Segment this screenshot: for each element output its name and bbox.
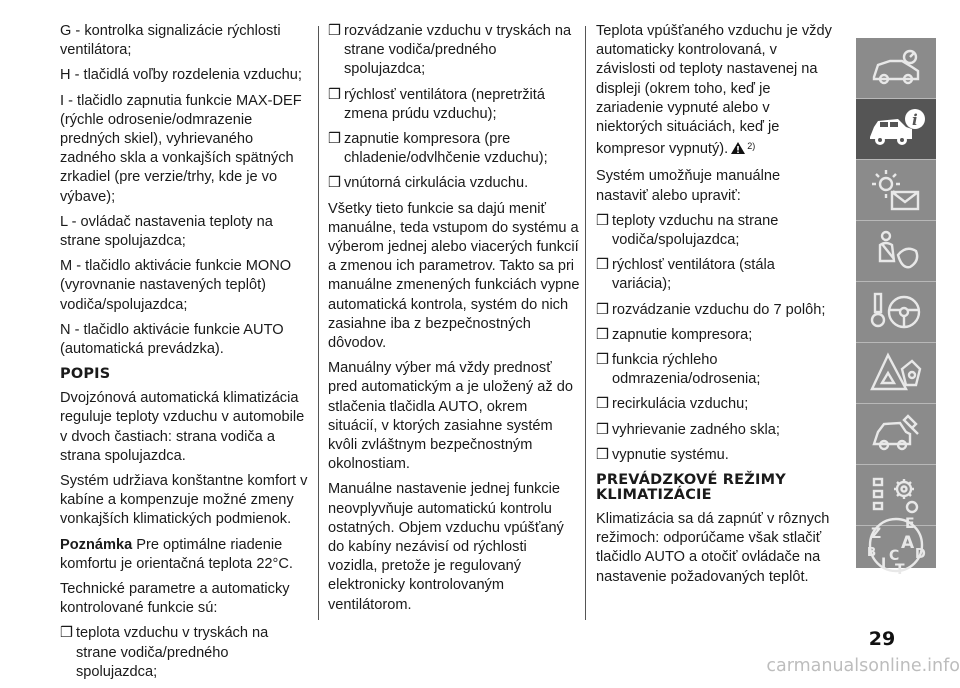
bullet-item xyxy=(328,130,580,168)
bullet-text: funkcia rýchleho odmrazenia/odrosenia; xyxy=(612,352,761,388)
paragraph-manual-change: Všetky tieto funkcie sa dajú meniť manuálne, teda vstupom do systému a výberom jednej alebo viacerých funkcií a zmenou ich parametrov. Takto sa pri manuálne zmenených funkciách vypne automatická kontrola, systém do nich zasiahne iba z bezpečnostných dôvodov. xyxy=(328,200,580,352)
bullet-box-icon: ❒ xyxy=(596,326,610,343)
bullet-box-icon: ❒ xyxy=(596,446,610,463)
note xyxy=(60,536,310,574)
index-letter: E xyxy=(905,516,915,532)
column-3 xyxy=(596,22,832,593)
bullet-box-icon: ❒ xyxy=(596,301,610,318)
paragraph-manual-priority: Manuálny výber má vždy prednosť pred automatickým a je uložený až do stlačenia tlačidla AUTO, okrem situácií, v ktorých zasiahne systém kvôli zvláštnym bezpečnostným okolnostiam. xyxy=(328,360,573,473)
bullet-item xyxy=(328,174,580,193)
heading-line-2: KLIMATIZÁCIE xyxy=(596,487,712,504)
bullet-box-icon: ❒ xyxy=(596,421,610,438)
bullet-text: vyhrievanie zadného skla; xyxy=(612,421,780,438)
bullet-item xyxy=(328,22,580,80)
car-info-icon xyxy=(866,107,926,151)
column-divider xyxy=(318,26,319,620)
bullet-box-icon: ❒ xyxy=(328,131,342,148)
tab-car-info[interactable] xyxy=(856,99,936,159)
bullet-item xyxy=(596,421,832,440)
paragraph-parameters: Technické parametre a automaticky kontrolované funkcie sú: xyxy=(60,581,290,617)
svg-text:i: i xyxy=(912,111,918,129)
bullet-box-icon: ❒ xyxy=(596,352,610,369)
footnote-ref: 2) xyxy=(747,141,756,152)
warning-lights-icon xyxy=(868,166,924,214)
paragraph-l: L - ovládač nastavenia teploty na strane spolujazdca; xyxy=(60,213,273,250)
bullet-box-icon: ❒ xyxy=(60,625,74,642)
index-letter: B xyxy=(867,545,877,559)
index-letter: C xyxy=(889,548,900,564)
bullet-text: zapnutie kompresora; xyxy=(612,326,753,343)
section-heading-popis: POPIS xyxy=(60,366,111,383)
column-divider xyxy=(585,26,586,620)
bullet-box-icon: ❒ xyxy=(596,212,610,229)
key-steering-wheel-icon xyxy=(868,288,924,336)
watermark: carmanualsonline.info xyxy=(766,656,960,676)
tab-safety[interactable] xyxy=(856,221,936,281)
paragraph-manual-setting: Manuálne nastavenie jednej funkcie neovplyvňuje automatickú kontrolu ostatných. Objem vzduchu vpúšťaný do kabíny nezávisí od rýchlosti vozidla, pretože je regulovaný elektronicky kontrolovaným ventilátorom. xyxy=(328,481,564,613)
tab-starting-driving[interactable] xyxy=(856,282,936,342)
tab-lights-warnings[interactable] xyxy=(856,160,936,220)
car-dashboard-icon xyxy=(868,47,924,89)
heading-line-1: PREVÁDZKOVÉ REŽIMY xyxy=(596,472,786,489)
index-letter: T xyxy=(895,562,905,578)
index-letter: D xyxy=(915,547,926,562)
bullet-item xyxy=(596,351,832,389)
bullet-text: teploty vzduchu na strane vodiča/spolujazdca; xyxy=(612,212,779,249)
note-text: Pre optimálne riadenie komfortu je orientačná teplota 22°C. xyxy=(60,536,293,572)
bullet-box-icon: ❒ xyxy=(596,257,610,274)
column-2 xyxy=(328,22,580,621)
tab-index[interactable] xyxy=(856,516,936,578)
bullet-item xyxy=(596,301,832,320)
bullet-item xyxy=(596,212,832,250)
bullet-item xyxy=(596,256,832,294)
section-heading-modes xyxy=(596,473,832,503)
seatbelt-airbag-icon xyxy=(868,227,924,275)
bullet-text: rýchlosť ventilátora (stála variácia); xyxy=(612,257,775,293)
alphabet-index-icon xyxy=(861,512,931,578)
paragraph-modes: Klimatizácia sa dá zapnúť v rôznych režimoch: odporúčame však stlačiť tlačidlo AUTO a otočiť ovládače na nastavenie požadovaných teplôt. xyxy=(596,511,830,585)
emergency-triangle-icon xyxy=(868,349,924,397)
page-number: 29 xyxy=(868,628,896,650)
paragraph-description: Dvojzónová automatická klimatizácia reguluje teploty vzduchu v automobile v dvoch častiach: strana vodiča a strana spolujazdca. xyxy=(60,390,305,464)
paragraph-comfort: Systém udržiava konštantne komfort v kabíne a kompenzuje možné zmeny vonkajších klimatických podmienok. xyxy=(60,473,308,528)
paragraph-air-temperature xyxy=(596,22,832,161)
paragraph-i: I - tlačidlo zapnutia funkcie MAX-DEF (rýchle odrosenie/odmrazenie predných skiel), vyhrievaného zadného skla a vonkajších spätných zrkadiel (pre verzie/trhy, kde je vo výbave); xyxy=(60,92,302,205)
bullet-text: rýchlosť ventilátora (nepretržitá zmena prúdu vzduchu); xyxy=(344,86,545,122)
paragraph-m: M - tlačidlo aktivácie funkcie MONO (vyrovnanie nastavených teplôt) vodiča/spolujazdca; xyxy=(60,258,292,313)
bullet-box-icon: ❒ xyxy=(328,86,342,103)
paragraph-text: Teplota vpúšťaného vzduchu je vždy automaticky kontrolovaná, v závislosti od teploty nastavenej na displeji (okrem toho, keď je zariadenie vypnuté alebo v niektorých situáciách, keď je kompresor vypnutý). xyxy=(596,23,832,158)
bullet-item xyxy=(60,624,310,682)
bullet-text: rozvádzanie vzduchu v tryskách na strane vodiča/predného spolujazdca; xyxy=(344,23,572,78)
bullet-item xyxy=(596,446,832,465)
bullet-text: vypnutie systému. xyxy=(612,446,729,463)
bullet-text: vnútorná cirkulácia vzduchu. xyxy=(344,175,529,192)
bullet-box-icon: ❒ xyxy=(328,23,342,39)
paragraph-n: N - tlačidlo aktivácie funkcie AUTO (automatická prevádzka). xyxy=(60,321,284,358)
note-label: Poznámka xyxy=(60,536,133,553)
index-letter: I xyxy=(881,556,887,572)
column-1 xyxy=(60,22,310,688)
bullet-box-icon: ❒ xyxy=(596,396,610,413)
bullet-text: teplota vzduchu v tryskách na strane vodiča/predného spolujazdca; xyxy=(76,625,269,680)
paragraph-h: H - tlačidlá voľby rozdelenia vzduchu; xyxy=(60,67,302,84)
tab-emergency[interactable] xyxy=(856,343,936,403)
bullet-item xyxy=(596,326,832,345)
index-letter: A xyxy=(901,533,915,553)
paragraph-g: G - kontrolka signalizácie rýchlosti ventilátora; xyxy=(60,23,281,59)
paragraph-manual-options: Systém umožňuje manuálne nastaviť alebo upraviť: xyxy=(596,168,781,204)
tab-dashboard[interactable] xyxy=(856,38,936,98)
bullet-text: recirkulácia vzduchu; xyxy=(612,396,749,413)
bullet-text: rozvádzanie vzduchu do 7 polôh; xyxy=(612,301,826,318)
warning-triangle-icon xyxy=(730,141,746,161)
bullet-item xyxy=(596,395,832,414)
bullet-text: zapnutie kompresora (pre chladenie/odvlhčenie vzduchu); xyxy=(344,131,548,167)
bullet-item xyxy=(328,86,580,124)
car-maintenance-icon xyxy=(868,410,924,458)
index-letter: Z xyxy=(871,526,882,542)
tab-maintenance[interactable] xyxy=(856,404,936,464)
chapter-sidebar xyxy=(856,38,936,578)
bullet-box-icon: ❒ xyxy=(328,175,342,192)
